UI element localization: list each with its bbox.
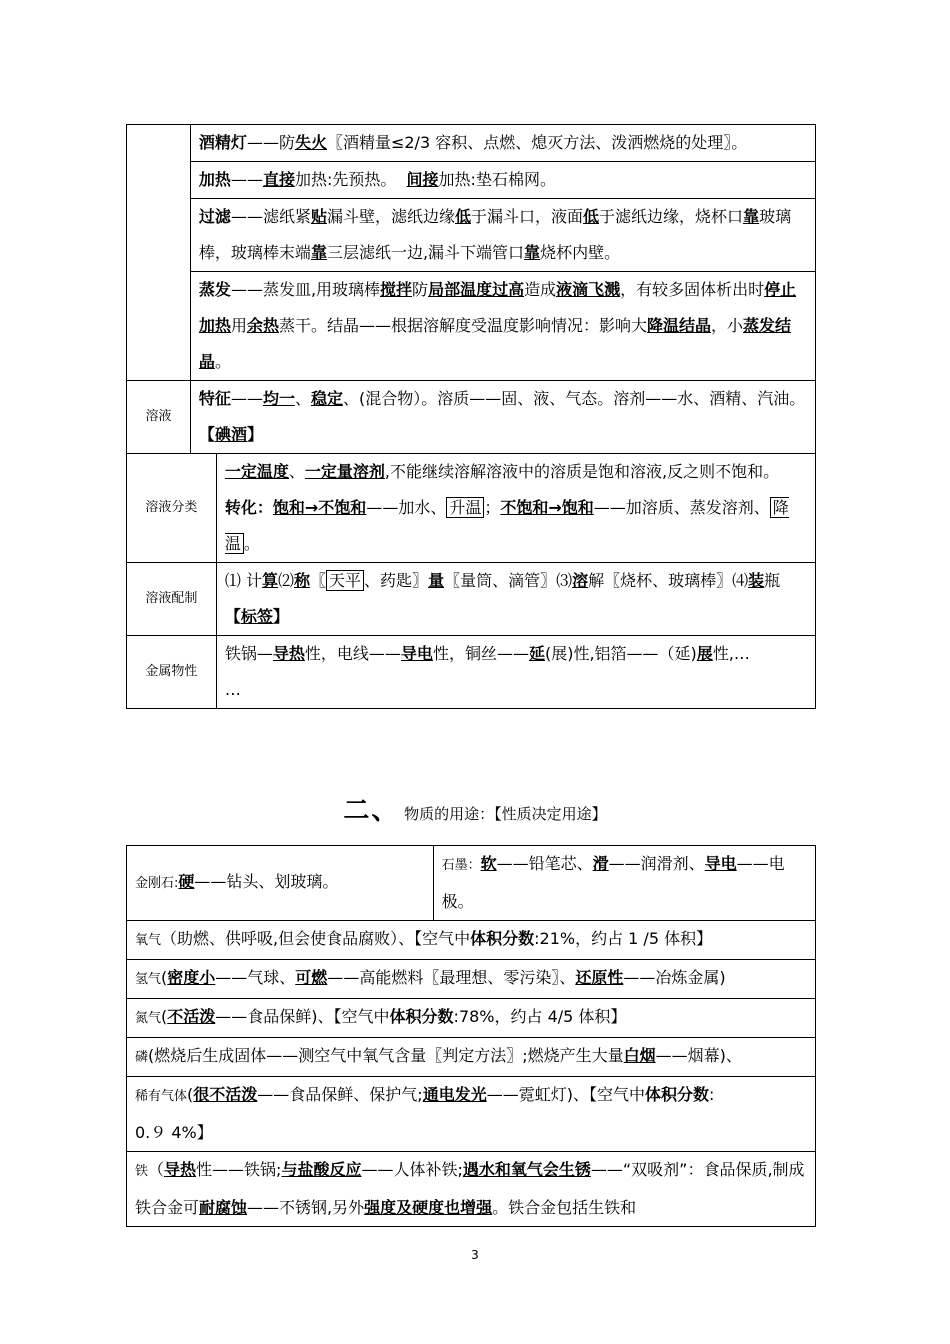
boxed-text: 降温 (224, 498, 789, 553)
key: 碘酒 (214, 425, 247, 444)
cell-solution-types (216, 454, 815, 563)
cell-alcohol-lamp (190, 125, 815, 162)
cell-noble-gases (127, 1077, 816, 1152)
page-number: 3 (471, 1248, 479, 1262)
table-row (127, 846, 816, 921)
text: ——润滑剂、 (608, 854, 705, 873)
text: 铁锅— (224, 644, 273, 663)
text: 〖 (310, 571, 327, 590)
key: 滑 (592, 854, 609, 873)
text: 0.９ 4%】 (135, 1123, 213, 1142)
row-label-metal-properties: 金属物性 (127, 636, 217, 709)
text: ——气球、 (215, 968, 296, 987)
row-label: 磷 (135, 1050, 149, 1065)
key: 称 (294, 571, 311, 590)
text: 加热:先预热。 (294, 170, 402, 189)
table-row (127, 272, 816, 381)
row-label: 金刚石: (135, 876, 179, 891)
text: 。 (214, 352, 231, 371)
text: —— (230, 170, 263, 189)
text: ——高能燃料〖最理想、零污染〗、 (327, 968, 576, 987)
text: 〖酒精量≤2/3 容积、点燃、熄灭方法、泼洒燃烧的处理〗。 (326, 133, 748, 152)
table-row (127, 162, 816, 199)
table-row (127, 1077, 816, 1152)
key: 耐腐蚀 (199, 1198, 248, 1217)
key: 导热 (272, 644, 305, 663)
section-heading (0, 790, 950, 827)
key: 低 (454, 207, 471, 226)
key: 导热 (164, 1160, 197, 1179)
text: （ (148, 1160, 165, 1179)
text: 蒸干。结晶——根据溶解度受温度影响情况：影响大 (278, 316, 647, 335)
text: 用 (230, 316, 247, 335)
key: 软 (480, 854, 497, 873)
cell-metal-properties (216, 636, 815, 709)
key: 液滴飞溅 (556, 280, 621, 299)
key: 失火 (294, 133, 327, 152)
table-row (127, 563, 816, 636)
table-row (127, 125, 816, 162)
key: 密度小 (167, 968, 216, 987)
key: 导电 (704, 854, 737, 873)
text: ( (187, 1085, 194, 1104)
text: 性,… (712, 644, 750, 663)
key: 饱和→不饱和 (272, 498, 367, 517)
cell-heating (190, 162, 815, 199)
text: ，有较多固体析出时 (620, 280, 765, 299)
key: 通电发光 (422, 1085, 487, 1104)
cell-solution-prep (216, 563, 815, 636)
row-label: 铁 (135, 1164, 149, 1179)
text: ,不能继续溶解溶液中的溶质是饱和溶液,反之则不饱和。 (384, 462, 780, 481)
text: 烧杯内壁。 (540, 243, 621, 262)
cell-nitrogen (127, 999, 816, 1038)
table-row (127, 636, 816, 709)
cell-evaporation (190, 272, 815, 381)
key: 导电 (400, 644, 433, 663)
text: 防 (412, 280, 429, 299)
key: 搅拌 (380, 280, 413, 299)
key: 靠 (524, 243, 541, 262)
text: 加热:垫石棉网。 (438, 170, 556, 189)
text: ( (161, 1007, 168, 1026)
key: 直接 (262, 170, 295, 189)
term: 体积分数 (470, 929, 535, 948)
text: ——食品保鲜、保护气; (257, 1085, 423, 1104)
key: 可燃 (295, 968, 328, 987)
key: 量 (428, 571, 445, 590)
text: … (224, 680, 241, 699)
term: 特征 (198, 389, 231, 408)
table-row (127, 1152, 816, 1227)
text: 、药匙〗 (364, 571, 429, 590)
term: 蒸发 (198, 280, 231, 299)
bracket: 】 (272, 607, 289, 626)
key: 均一 (262, 389, 295, 408)
term: 加热 (198, 170, 231, 189)
key: 靠 (743, 207, 760, 226)
cell-graphite (433, 846, 815, 921)
text: ——不锈钢,另外 (247, 1198, 365, 1217)
term: 转化： (224, 498, 273, 517)
bracket: 】 (246, 425, 263, 444)
text: ——食品保鲜)、【空气中 (215, 1007, 390, 1026)
text: ——蒸发皿,用玻璃棒 (230, 280, 381, 299)
row-label-solution: 溶液 (127, 381, 191, 454)
cell-iron (127, 1152, 816, 1227)
section-title: 物质的用途：【性质决定用途】 (404, 805, 607, 823)
text: —— (230, 389, 263, 408)
text: :78%，约占 4/5 体积】 (453, 1007, 627, 1026)
key: 展 (696, 644, 713, 663)
row-label-solution-prep: 溶液配制 (127, 563, 217, 636)
row-label-solution-types: 溶液分类 (127, 454, 217, 563)
text: ⑵ (277, 571, 294, 590)
boxed-text: 天平 (326, 570, 364, 591)
row-label: 氢气 (135, 972, 162, 987)
text: ——防 (246, 133, 295, 152)
text: ——冶炼金属) (623, 968, 726, 987)
table-row (127, 454, 816, 563)
text: ； (484, 498, 501, 517)
text: 于滤纸边缘，烧杯口 (599, 207, 744, 226)
text: 、(混合物）。溶质——固、液、气态。溶剂——水、酒精、汽油。 (342, 389, 806, 408)
key: 低 (583, 207, 600, 226)
text: ——电极。 (441, 854, 785, 911)
text: 。 (243, 534, 260, 553)
term: 体积分数 (644, 1085, 709, 1104)
key: 不饱和→饱和 (500, 498, 594, 517)
key: 硬 (178, 872, 195, 891)
text: ，小 (711, 316, 744, 335)
text: （助燃、供呼吸,但会使食品腐败）、【空气中 (161, 929, 471, 948)
text: 漏斗壁，滤纸边缘 (326, 207, 455, 226)
table-row (127, 999, 816, 1038)
text: 于漏斗口，液面 (471, 207, 584, 226)
key: 降温结晶 (646, 316, 711, 335)
key: 一定量溶剂 (304, 462, 385, 481)
text: (展)性,铝箔——（延) (544, 644, 697, 663)
text: 解〖烧杯、玻璃棒〗⑷ (588, 571, 749, 590)
text: 。铁合金包括生铁和 (492, 1198, 637, 1217)
table-row (127, 199, 816, 272)
key: 贴 (310, 207, 327, 226)
table-row (127, 921, 816, 960)
text: 瓶 (764, 571, 781, 590)
text: 〖量筒、滴管〗⑶ (444, 571, 573, 590)
text: 性——铁锅; (196, 1160, 282, 1179)
row-label: 氮气 (135, 1011, 162, 1026)
term: 过滤 (198, 207, 231, 226)
key: 强度及硬度也增强 (364, 1198, 493, 1217)
row-label: 石墨： (441, 858, 481, 873)
key: 还原性 (575, 968, 624, 987)
table-row (127, 381, 816, 454)
key: 标签 (240, 607, 273, 626)
text: 、 (294, 389, 311, 408)
text: ——加水、 (366, 498, 447, 517)
term: 酒精灯 (198, 133, 247, 152)
text: 性，电线—— (304, 644, 401, 663)
text: : (708, 1085, 715, 1104)
text: 性，铜丝—— (432, 644, 529, 663)
key: 白烟 (623, 1046, 656, 1065)
cell-diamond (127, 846, 434, 921)
text: 造成 (524, 280, 557, 299)
cell-filtration (190, 199, 815, 272)
text: ——“双吸剂”：食品保质,制成铁合金可 (135, 1160, 805, 1217)
text: (燃烧后生成固体——测空气中氧气含量〖判定方法〗;燃烧产生大量 (148, 1046, 624, 1065)
text: ——人体补铁; (361, 1160, 463, 1179)
key: 遇水和氧气会生锈 (462, 1160, 591, 1179)
boxed-text: 升温 (446, 497, 484, 518)
term: 体积分数 (389, 1007, 454, 1026)
text: ——加溶质、蒸发溶剂、 (593, 498, 770, 517)
table-row (127, 960, 816, 999)
key: 溶 (572, 571, 589, 590)
key: 延 (528, 644, 545, 663)
table-substance-uses (126, 845, 816, 1227)
text: :21%，约占 1 /5 体积】 (534, 929, 713, 948)
key: 很不活泼 (193, 1085, 258, 1104)
key: 稳定 (310, 389, 343, 408)
cell-oxygen (127, 921, 816, 960)
key: 局部温度过高 (428, 280, 525, 299)
key: 装 (748, 571, 765, 590)
text: 玻璃棒，玻璃棒末端 (198, 207, 792, 262)
cell-hydrogen (127, 960, 816, 999)
text: ——霓虹灯)、【空气中 (486, 1085, 645, 1104)
text: ( (161, 968, 168, 987)
key: 余热 (246, 316, 279, 335)
text: 、 (288, 462, 305, 481)
text: 三层滤纸一边,漏斗下端管口 (326, 243, 525, 262)
section-number: 二、 (343, 796, 400, 826)
key: 间接 (406, 170, 439, 189)
key: 与盐酸反应 (281, 1160, 362, 1179)
key: 一定温度 (224, 462, 289, 481)
text: ——滤纸紧 (230, 207, 311, 226)
key: 算 (261, 571, 278, 590)
key: 停止加热 (198, 280, 797, 335)
blank-label-cell (127, 125, 191, 381)
row-label: 氧气 (135, 933, 162, 948)
bracket: 【 (224, 607, 241, 626)
key: 靠 (310, 243, 327, 262)
bracket: 【 (198, 425, 215, 444)
cell-phosphorus (127, 1038, 816, 1077)
table-row (127, 1038, 816, 1077)
key: 蒸发结晶 (198, 316, 792, 371)
text: ——钻头、划玻璃。 (194, 872, 339, 891)
text: ——铅笔芯、 (496, 854, 593, 873)
table-lab-operations (126, 124, 816, 709)
cell-solution-features (190, 381, 815, 454)
key: 不活泼 (167, 1007, 216, 1026)
row-label: 稀有气体 (135, 1089, 188, 1104)
text: ⑴ 计 (224, 571, 262, 590)
text: ——烟幕)、 (655, 1046, 742, 1065)
